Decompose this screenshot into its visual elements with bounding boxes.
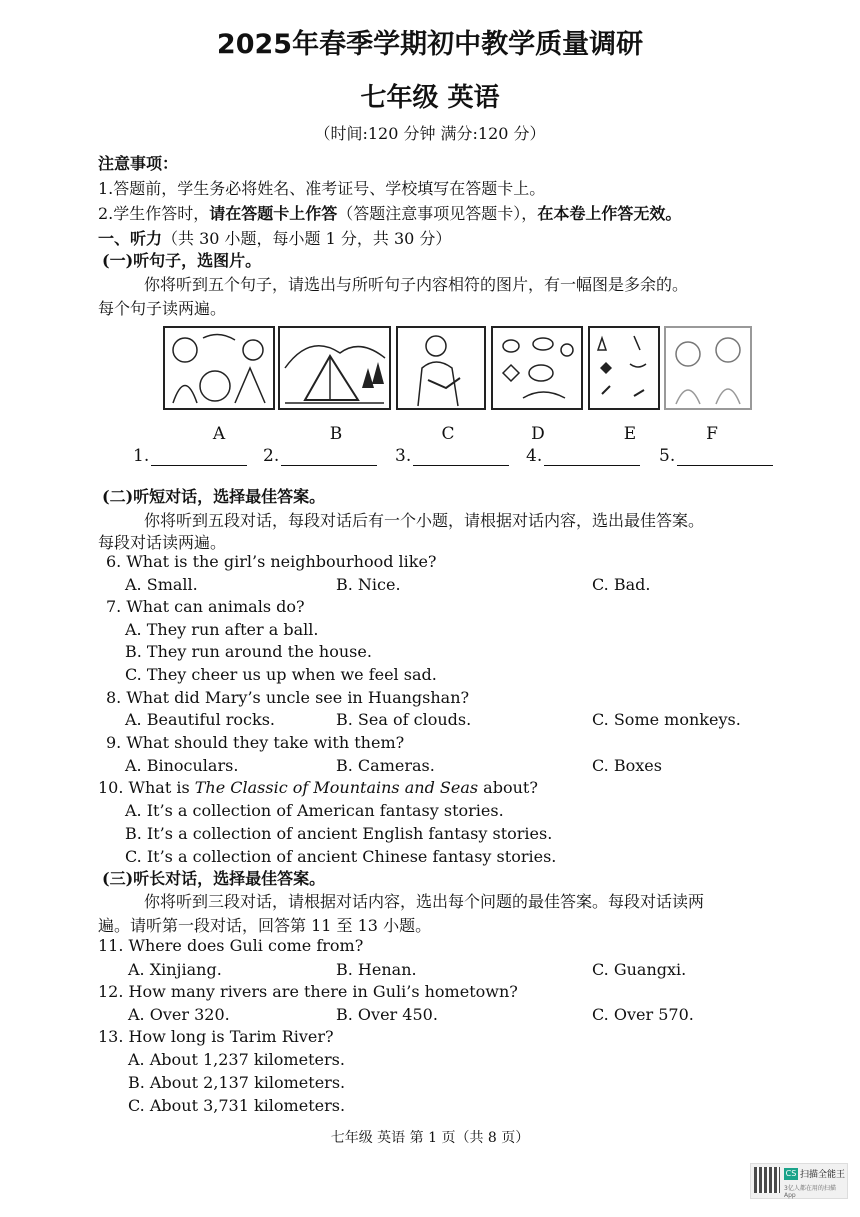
question-9: 9. What should they take with them?: [106, 733, 405, 752]
picture-f-figures: [664, 326, 752, 410]
scanner-watermark: [750, 1163, 848, 1199]
q12-option-c[interactable]: C. Over 570.: [592, 1005, 694, 1024]
q10-option-a[interactable]: A. It’s a collection of American fantasy stories.: [125, 801, 504, 820]
part1-heading: 一、听力（共 30 小题，每小题 1 分，共 30 分）: [98, 229, 452, 248]
q6-option-b[interactable]: B. Nice.: [336, 575, 401, 594]
picture-label-c: C: [441, 424, 455, 444]
question-6: 6. What is the girl’s neighbourhood like?: [106, 552, 437, 571]
q11-option-a[interactable]: A. Xinjiang.: [128, 960, 222, 979]
time-note: （时间:120 分钟 满分:120 分）: [314, 124, 546, 143]
scanner-tagline: 3亿人都在用的扫描App: [784, 1185, 836, 1199]
q11-option-b[interactable]: B. Henan.: [336, 960, 417, 979]
q10-option-b[interactable]: B. It’s a collection of ancient English fantasy stories.: [125, 824, 553, 843]
q12-option-b[interactable]: B. Over 450.: [336, 1005, 438, 1024]
section2-instruction-2: 每段对话读两遍。: [98, 533, 227, 552]
picture-a-party: [163, 326, 275, 410]
q7-option-c[interactable]: C. They cheer us up when we feel sad.: [125, 665, 437, 684]
question-12: 12. How many rivers are there in Guli’s hometown?: [98, 982, 518, 1001]
q12-option-a[interactable]: A. Over 320.: [128, 1005, 230, 1024]
q13-option-c[interactable]: C. About 3,731 kilometers.: [128, 1096, 346, 1115]
picture-b-camping: [278, 326, 391, 410]
answer-blank-3[interactable]: 3.: [395, 446, 509, 466]
question-8: 8. What did Mary’s uncle see in Huangshan?: [106, 688, 470, 707]
exam-title: 2025年春季学期初中教学质量调研: [216, 29, 644, 60]
notes-item-2: 2.学生作答时，请在答题卡上作答（答题注意事项见答题卡），在本卷上作答无效。: [98, 204, 682, 223]
qr-code-icon: [754, 1167, 780, 1193]
q6-option-a[interactable]: A. Small.: [125, 575, 198, 594]
q13-option-b[interactable]: B. About 2,137 kilometers.: [128, 1073, 346, 1092]
answer-blank-5[interactable]: 5.: [659, 446, 773, 466]
q13-option-a[interactable]: A. About 1,237 kilometers.: [128, 1050, 345, 1069]
q6-option-c[interactable]: C. Bad.: [592, 575, 651, 594]
question-7: 7. What can animals do?: [106, 597, 305, 616]
section1-instruction-2: 每个句子读两遍。: [98, 299, 227, 318]
answer-blank-4[interactable]: 4.: [526, 446, 640, 466]
section3-instruction: 你将听到三段对话，请根据对话内容，选出每个问题的最佳答案。每段对话读两: [144, 892, 705, 911]
exam-subtitle: 七年级 英语: [360, 83, 500, 113]
notes-heading: 注意事项：: [98, 154, 179, 173]
q8-option-a[interactable]: A. Beautiful rocks.: [125, 710, 276, 729]
section2-instruction: 你将听到五段对话，每段对话后有一个小题，请根据对话内容，选出最佳答案。: [144, 511, 705, 530]
q8-option-c[interactable]: C. Some monkeys.: [592, 710, 741, 729]
q10-option-c[interactable]: C. It’s a collection of ancient Chinese fantasy stories.: [125, 847, 557, 866]
notes-item-1: 1.答题前，学生务必将姓名、准考证号、学校填写在答题卡上。: [98, 179, 546, 198]
picture-label-b: B: [329, 424, 343, 444]
q8-option-b[interactable]: B. Sea of clouds.: [336, 710, 472, 729]
section1-instruction: 你将听到五个句子，请选出与所听句子内容相符的图片，有一幅图是多余的。: [144, 275, 689, 294]
picture-e-symbols: [588, 326, 660, 410]
question-11: 11. Where does Guli come from?: [98, 936, 364, 955]
picture-label-e: E: [623, 424, 637, 444]
picture-d-sea-animals: [491, 326, 583, 410]
page-footer: 七年级 英语 第 1 页（共 8 页）: [330, 1130, 530, 1146]
q9-option-b[interactable]: B. Cameras.: [336, 756, 435, 775]
section2-heading: (二)听短对话，选择最佳答案。: [102, 487, 326, 506]
q11-option-c[interactable]: C. Guangxi.: [592, 960, 687, 979]
picture-label-a: A: [212, 424, 226, 444]
section3-instruction-2: 遍。请听第一段对话，回答第 11 至 13 小题。: [98, 916, 432, 935]
scanner-name: 扫描全能王: [800, 1170, 846, 1180]
question-10: 10. What is The Classic of Mountains and Seas about?: [98, 778, 538, 797]
q7-option-a[interactable]: A. They run after a ball.: [125, 620, 319, 639]
question-13: 13. How long is Tarim River?: [98, 1027, 334, 1046]
answer-blank-1[interactable]: 1.: [133, 446, 247, 466]
picture-c-person: [396, 326, 486, 410]
picture-label-f: F: [706, 424, 718, 444]
camscanner-logo-icon: CS: [785, 1169, 797, 1178]
q9-option-a[interactable]: A. Binoculars.: [125, 756, 239, 775]
answer-blank-2[interactable]: 2.: [263, 446, 377, 466]
q9-option-c[interactable]: C. Boxes: [592, 756, 662, 775]
picture-label-d: D: [531, 424, 545, 444]
section1-heading: (一)听句子，选图片。: [102, 251, 262, 270]
q7-option-b[interactable]: B. They run around the house.: [125, 642, 372, 661]
section3-heading: (三)听长对话，选择最佳答案。: [102, 869, 326, 888]
